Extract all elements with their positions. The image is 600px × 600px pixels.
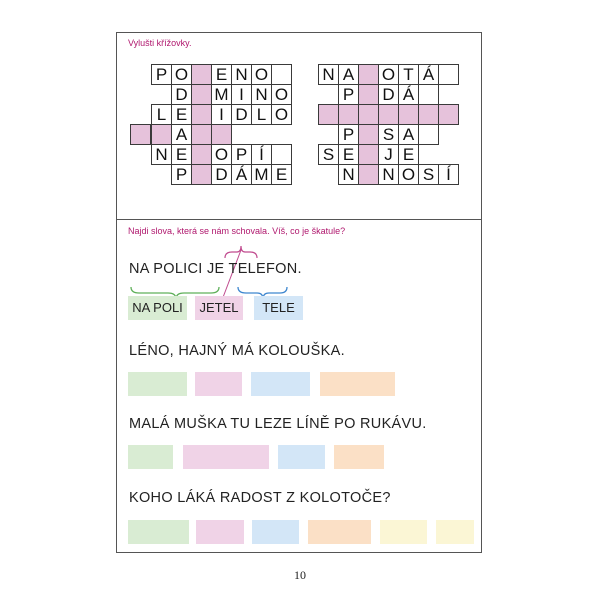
sentence-2: LÉNO, HAJNÝ MÁ KOLOUŠKA. — [129, 343, 345, 359]
crossword-right-cell: E — [398, 144, 419, 165]
answer-box[interactable] — [183, 445, 269, 469]
answer-box[interactable] — [195, 372, 242, 396]
answer-box[interactable] — [320, 372, 395, 396]
crossword-right-cell: S — [378, 124, 399, 145]
crossword-left-cell: D — [231, 104, 252, 125]
crossword-right-cell: Í — [438, 164, 459, 185]
hidden-words-instruction: Najdi slova, která se nám schovala. Víš, co je škatule? — [128, 226, 346, 236]
pink-bracket — [225, 246, 257, 258]
answer-box[interactable] — [252, 520, 299, 544]
crossword-right-cell: E — [338, 144, 359, 165]
crossword-left-cell: Í — [251, 144, 272, 165]
crossword-right-cell: D — [378, 84, 399, 105]
page-number: 10 — [294, 568, 306, 582]
crossword-left-cell: D — [171, 84, 192, 105]
answer-box[interactable] — [128, 445, 173, 469]
crossword-left-cell: I — [211, 104, 232, 125]
crossword-right-cell: Á — [398, 84, 419, 105]
crossword-right-cell: N — [318, 64, 339, 85]
answer-box[interactable] — [308, 520, 371, 544]
crossword-left-cell: O — [271, 104, 292, 125]
crossword-left-cell: D — [211, 164, 232, 185]
crossword-instruction: Vylušti křížovky. — [128, 38, 192, 48]
answer-box[interactable] — [128, 372, 187, 396]
crossword-right-cell: O — [398, 164, 419, 185]
answer-word: TELE — [262, 300, 295, 315]
crossword-left-cell: P — [151, 64, 172, 85]
crossword-right-cell: O — [378, 64, 399, 85]
crossword-left-cell: P — [231, 144, 252, 165]
crossword-right-cell: N — [338, 164, 359, 185]
answer-box[interactable] — [128, 520, 189, 544]
crossword-right-cell: S — [418, 164, 439, 185]
crossword-left-cell: O — [251, 64, 272, 85]
crossword-right-cell: T — [398, 64, 419, 85]
crossword-right-cell: P — [338, 84, 359, 105]
crossword-left-cell: Á — [231, 164, 252, 185]
crossword-left-cell: O — [171, 64, 192, 85]
crossword-right-cell: A — [338, 64, 359, 85]
sentence-3: MALÁ MUŠKA TU LEZE LÍNĚ PO RUKÁVU. — [129, 416, 427, 432]
answer-box[interactable] — [196, 520, 244, 544]
crossword-left-cell: E — [271, 164, 292, 185]
crossword-left-cell: E — [211, 64, 232, 85]
answer-box[interactable] — [436, 520, 474, 544]
crossword-left-cell: M — [211, 84, 232, 105]
crossword-right-cell: A — [398, 124, 419, 145]
answer-word: NA POLI — [132, 300, 183, 315]
crossword-left-cell: N — [231, 64, 252, 85]
crossword-left-cell: O — [271, 84, 292, 105]
crossword-left-cell: O — [211, 144, 232, 165]
crossword-left-cell: M — [251, 164, 272, 185]
crossword-left-cell: A — [171, 124, 192, 145]
answer-box[interactable] — [334, 445, 384, 469]
sentence-1: NA POLICI JE TELEFON. — [129, 261, 302, 277]
crossword-right-cell: P — [338, 124, 359, 145]
answer-box[interactable] — [380, 520, 427, 544]
crossword-left-cell: E — [171, 104, 192, 125]
answer-box-tele — [254, 296, 303, 320]
crossword-right-cell: J — [378, 144, 399, 165]
crossword-left-cell: E — [171, 144, 192, 165]
crossword-left-cell: P — [171, 164, 192, 185]
crossword-left-cell: L — [251, 104, 272, 125]
crossword-right-cell: Á — [418, 64, 439, 85]
answer-word: JETEL — [199, 300, 239, 315]
answer-box-jetel — [195, 296, 243, 320]
crossword-left-cell: N — [251, 84, 272, 105]
crossword-left-cell: I — [231, 84, 252, 105]
answer-box[interactable] — [251, 372, 310, 396]
crossword-left-cell: N — [151, 144, 172, 165]
crossword-right-cell: S — [318, 144, 339, 165]
answer-box[interactable] — [278, 445, 325, 469]
crossword-left-cell: L — [151, 104, 172, 125]
sentence-4: KOHO LÁKÁ RADOST Z KOLOTOČE? — [129, 490, 391, 506]
answer-box-na-poli — [128, 296, 187, 320]
crossword-right-cell: N — [378, 164, 399, 185]
